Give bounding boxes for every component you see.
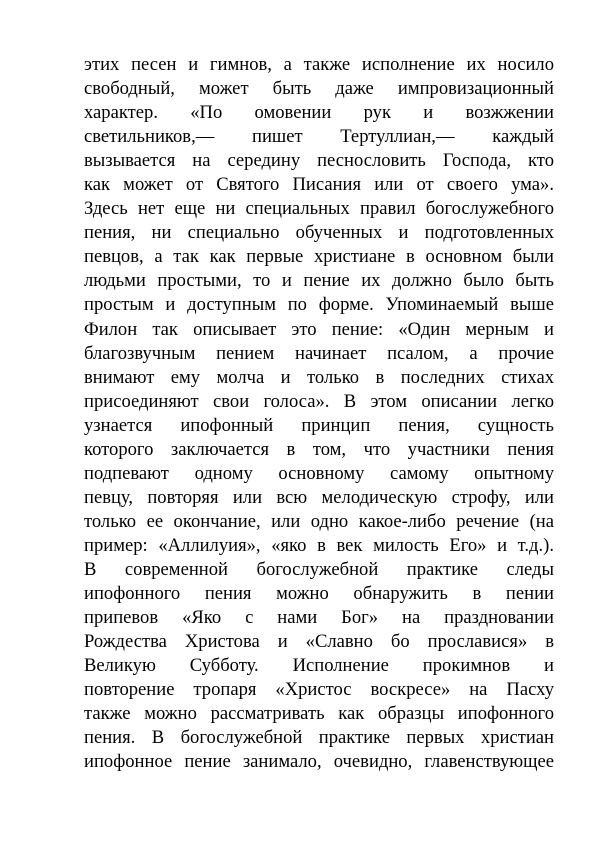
text-line: В современной богослужебной практике следы: [84, 558, 554, 580]
text-line: характер. «По омовении рук и возжжении: [84, 102, 554, 124]
text-line: пения, ни специально обученных и подготовленных: [84, 222, 554, 244]
text-line: узнается ипофонный принцип пения, сущность: [84, 414, 554, 436]
text-line: ипофонное пение занимало, очевидно, главенствующее: [84, 751, 554, 773]
text-line: Великую Субботу. Исполнение прокимнов и: [84, 655, 554, 677]
text-line: певцов, а так как первые христиане в основном были: [84, 246, 554, 268]
text-line: простым и доступным по форме. Упоминаемый выше: [84, 294, 554, 316]
text-line: свободный, может быть даже импровизационный: [84, 78, 554, 100]
text-line: Здесь нет еще ни специальных правил богослужебного: [84, 198, 554, 220]
text-line: присоединяют свои голоса». В этом описании легко: [84, 390, 554, 412]
text-line: Филон так описывает это пение: «Один мерным и: [84, 318, 554, 340]
text-line: подпевают одному основному самому опытному: [84, 462, 554, 484]
text-line: только ее окончание, или одно какое-либо речение (на: [84, 510, 554, 532]
text-line: припевов «Яко с нами Бог» на праздновании: [84, 607, 554, 629]
text-line: певцу, повторяя или всю мелодическую строфу, или: [84, 486, 554, 508]
text-line: вызывается на середину песнословить Господа, кто: [84, 150, 554, 172]
text-line: людьми простыми, то и пение их должно было быть: [84, 270, 554, 292]
text-line: Рождества Христова и «Славно бо прославися» в: [84, 631, 554, 653]
text-line: ипофонного пения можно обнаружить в пении: [84, 583, 554, 605]
text-line: как может от Святого Писания или от своего ума».: [84, 174, 554, 196]
text-line: этих песен и гимнов, а также исполнение их носило: [84, 54, 554, 75]
text-line: повторение тропаря «Христос воскресе» на Пасху: [84, 679, 554, 701]
text-line: которого заключается в том, что участники пения: [84, 438, 554, 460]
text-line: внимают ему молча и только в последних стихах: [84, 366, 554, 388]
text-line: пример: «Аллилуия», «яко в век милость Его» и т.д.).: [84, 534, 554, 556]
text-line: светильников,— пишет Тертуллиан,— каждый: [84, 126, 554, 148]
text-line: благозвучным пением начинает псалом, а прочие: [84, 342, 554, 364]
text-line: также можно рассматривать как образцы ипофонного: [84, 703, 554, 725]
body-text: [84, 53, 554, 774]
text-line: пения. В богослужебной практике первых христиан: [84, 727, 554, 749]
